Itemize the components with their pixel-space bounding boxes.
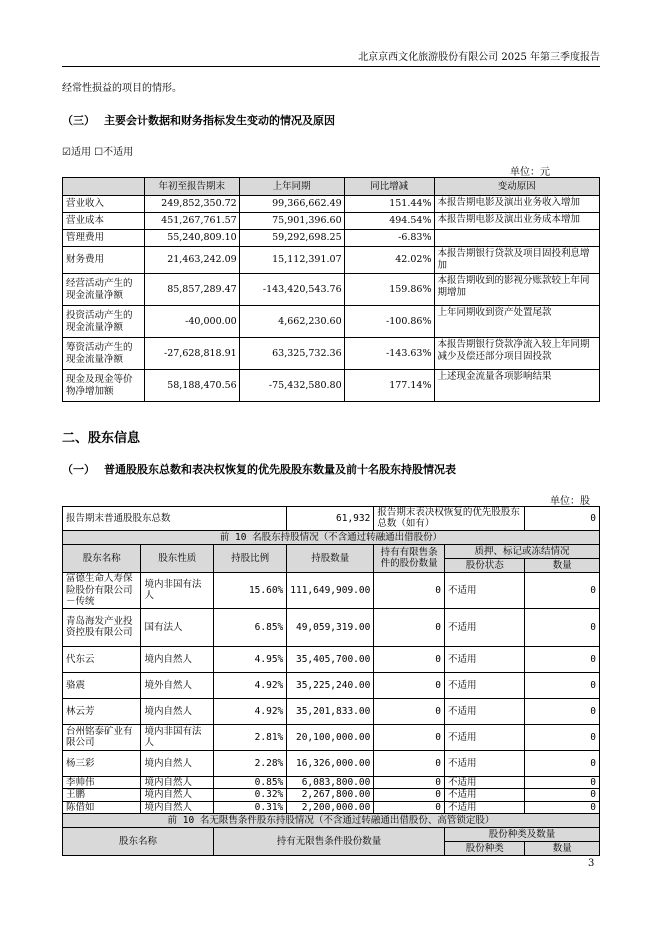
header-cell [63,178,145,196]
table-row [63,572,600,608]
subsection-heading [62,461,456,477]
section-number: （三） [62,114,95,127]
shareholder-status: 不适用 [445,608,525,646]
reason-cell: 本报告期电影及演出业务收入增加 [434,196,600,213]
table-row [63,750,600,776]
shareholder-nature: 境内自然人 [141,646,214,672]
subsection-number: （一） [62,463,95,476]
shareholder-ratio: 4.95% [214,646,287,672]
shareholder-pledge-qty: 0 [525,789,600,801]
shareholder-nature: 境外自然人 [141,672,214,698]
prior-cell: 4,662,230.60 [239,306,344,338]
item-cell: 筹资活动产生的现金流量净额 [63,338,145,370]
table2-unit: 单位：股 [550,496,590,507]
financial-change-table [62,177,600,402]
shareholder-nature: 境内自然人 [141,776,214,788]
header-name: 股东名称 [63,544,141,572]
reason-cell: 上述现金流量各项影响结果 [434,370,600,402]
item-cell: 营业成本 [63,213,145,230]
shareholder-name: 林云芳 [63,698,141,724]
shareholder-quantity: 35,405,700.00 [287,646,374,672]
header-quantity: 持股数量 [287,544,374,572]
shareholder-name: 杨三彩 [63,750,141,776]
table-row [63,608,600,646]
shareholder-name: 李帅伟 [63,776,141,788]
header-cell: 变动原因 [434,178,600,196]
shareholder-nature: 境内自然人 [141,750,214,776]
item-cell: 管理费用 [63,230,145,247]
shareholder-ratio: 6.85% [214,608,287,646]
shareholder-pledge-qty: 0 [525,646,600,672]
page-number: 3 [588,858,595,869]
table-row [63,698,600,724]
shareholder-status: 不适用 [445,646,525,672]
shareholder-quantity: 20,100,000.00 [287,724,374,750]
shareholder-status: 不适用 [445,789,525,801]
item-cell: 现金及现金等价物净增加额 [63,370,145,402]
shareholder-status: 不适用 [445,724,525,750]
current-cell: -27,628,818.91 [144,338,239,370]
unrestricted-header-type-group: 股份种类及数量 [445,827,600,841]
table-row [63,789,600,801]
page-header: 北京京西文化旅游股份有限公司 2025 年第三季度报告 [62,48,600,67]
prior-cell: 75,901,396.60 [239,213,344,230]
change-cell: -143.63% [344,338,434,370]
shareholder-section-heading: 二、股东信息 [62,431,141,446]
shareholder-name: 富德生命人寿保险股份有限公司－传统 [63,572,141,608]
unrestricted-header-name: 股东名称 [63,827,214,855]
header-cell: 年初至报告期末 [144,178,239,196]
table-row [63,370,600,402]
shareholder-restricted: 0 [374,646,445,672]
shareholder-quantity: 2,267,800.00 [287,789,374,801]
applicability-checkbox: ☑适用 ☐不适用 [62,147,134,158]
shareholder-ratio: 4.92% [214,672,287,698]
shareholder-nature: 境内自然人 [141,789,214,801]
table-row [63,274,600,306]
shareholder-restricted: 0 [374,801,445,813]
reason-cell: 本报告期电影及演出业务成本增加 [434,213,600,230]
shareholder-quantity: 49,059,319.00 [287,608,374,646]
section-title: 主要会计数据和财务指标发生变动的情况及原因 [104,114,335,127]
header-cell: 同比增减 [344,178,434,196]
shareholder-status: 不适用 [445,672,525,698]
shareholder-quantity: 16,326,000.00 [287,750,374,776]
shareholder-nature: 境内非国有法人 [141,572,214,608]
lead-text: 经常性损益的项目的情形。 [62,83,182,94]
totals-row [63,507,600,531]
shareholder-restricted: 0 [374,750,445,776]
table-row [63,801,600,813]
current-cell: 55,240,809.10 [144,230,239,247]
shareholder-quantity: 111,649,909.00 [287,572,374,608]
shareholder-name: 王鹏 [63,789,141,801]
unrestricted-header-type-qty: 数量 [525,841,600,855]
shareholder-ratio: 0.85% [214,776,287,788]
pref-value: 0 [525,507,600,531]
current-cell: 85,857,289.47 [144,274,239,306]
top10-title: 前 10 名股东持股情况（不含通过转融通出借股份） [63,530,600,544]
shareholder-pledge-qty: 0 [525,672,600,698]
section-heading-3 [62,112,335,128]
shareholder-restricted: 0 [374,776,445,788]
shareholder-ratio: 2.81% [214,724,287,750]
table-row [63,247,600,274]
top10-title-row [63,530,600,544]
current-cell: 21,463,242.09 [144,247,239,274]
prior-cell: 15,112,391.07 [239,247,344,274]
table-row [63,646,600,672]
shareholder-nature: 国有法人 [141,608,214,646]
shareholder-pledge-qty: 0 [525,801,600,813]
shareholder-restricted: 0 [374,608,445,646]
shareholder-name: 青岛海发产业投资控股有限公司 [63,608,141,646]
table-row [63,776,600,788]
shareholder-pledge-qty: 0 [525,698,600,724]
item-cell: 投资活动产生的现金流量净额 [63,306,145,338]
shareholder-ratio: 0.31% [214,801,287,813]
shareholder-pledge-qty: 0 [525,724,600,750]
table-row [63,724,600,750]
shareholder-nature: 境内自然人 [141,698,214,724]
table-header-row [63,544,600,558]
unrestricted-header-qty: 持有无限售条件股份数量 [214,827,445,855]
table-row [63,338,600,370]
shareholder-ratio: 2.28% [214,750,287,776]
shareholder-nature: 境内非国有法人 [141,724,214,750]
change-cell: 177.14% [344,370,434,402]
header-pledge-qty: 数量 [525,558,600,572]
unrestricted-title-row [63,813,600,827]
shareholder-name: 台州铭泰矿业有限公司 [63,724,141,750]
shareholder-quantity: 35,225,240.00 [287,672,374,698]
change-cell: -6.83% [344,230,434,247]
shareholder-status: 不适用 [445,801,525,813]
shareholder-quantity: 2,200,000.00 [287,801,374,813]
change-cell: 42.02% [344,247,434,274]
shareholder-status: 不适用 [445,572,525,608]
header-status: 股份状态 [445,558,525,572]
table-row [63,213,600,230]
reason-cell: 本报告期收到的影视分账款较上年同期增加 [434,274,600,306]
reason-cell: 上年同期收到资产处置尾款 [434,306,600,338]
table-row [63,196,600,213]
reason-cell: 本报告期银行贷款净流入较上年同期减少及偿还部分项目固投款 [434,338,600,370]
shareholder-pledge-qty: 0 [525,572,600,608]
current-cell: 249,852,350.72 [144,196,239,213]
change-cell: -100.86% [344,306,434,338]
pref-label: 报告期末表决权恢复的优先股股东总数（如有） [374,507,525,531]
table-row [63,306,600,338]
prior-cell: 99,366,662.49 [239,196,344,213]
shareholder-table [62,506,600,856]
shareholder-pledge-qty: 0 [525,776,600,788]
total-value: 61,932 [287,507,374,531]
shareholder-restricted: 0 [374,572,445,608]
item-cell: 营业收入 [63,196,145,213]
shareholder-name: 骆震 [63,672,141,698]
header-nature: 股东性质 [141,544,214,572]
shareholder-quantity: 35,201,833.00 [287,698,374,724]
shareholder-ratio: 0.32% [214,789,287,801]
item-cell: 经营活动产生的现金流量净额 [63,274,145,306]
header-restricted: 持有有限售条件的股份数量 [374,544,445,572]
reason-cell: 本报告期银行贷款及项目固投利息增加 [434,247,600,274]
current-cell: 58,188,470.56 [144,370,239,402]
unrestricted-header-row [63,827,600,841]
total-label: 报告期末普通股股东总数 [63,507,287,531]
prior-cell: -75,432,580.80 [239,370,344,402]
table1-unit: 单位：元 [510,167,550,178]
shareholder-status: 不适用 [445,750,525,776]
change-cell: 151.44% [344,196,434,213]
header-pledge: 质押、标记或冻结情况 [445,544,600,558]
unrestricted-header-type: 股份种类 [445,841,525,855]
shareholder-name: 陈借如 [63,801,141,813]
shareholder-status: 不适用 [445,698,525,724]
shareholder-restricted: 0 [374,672,445,698]
shareholder-ratio: 15.60% [214,572,287,608]
shareholder-ratio: 4.92% [214,698,287,724]
header-cell: 上年同期 [239,178,344,196]
prior-cell: -143,420,543.76 [239,274,344,306]
reason-cell [434,230,600,247]
current-cell: 451,267,761.57 [144,213,239,230]
change-cell: 159.86% [344,274,434,306]
shareholder-pledge-qty: 0 [525,750,600,776]
table-row [63,672,600,698]
prior-cell: 63,325,732.36 [239,338,344,370]
table-row [63,230,600,247]
shareholder-pledge-qty: 0 [525,608,600,646]
table-header-row [63,178,600,196]
unrestricted-title: 前 10 名无限售条件股东持股情况（不含通过转融通出借股份、高管锁定股） [63,813,600,827]
shareholder-status: 不适用 [445,776,525,788]
item-cell: 财务费用 [63,247,145,274]
shareholder-restricted: 0 [374,698,445,724]
shareholder-quantity: 6,083,800.00 [287,776,374,788]
prior-cell: 59,292,698.25 [239,230,344,247]
shareholder-restricted: 0 [374,789,445,801]
shareholder-nature: 境内自然人 [141,801,214,813]
change-cell: 494.54% [344,213,434,230]
header-ratio: 持股比例 [214,544,287,572]
current-cell: -40,000.00 [144,306,239,338]
shareholder-restricted: 0 [374,724,445,750]
subsection-title: 普通股股东总数和表决权恢复的优先股股东数量及前十名股东持股情况表 [104,463,456,476]
shareholder-name: 代东云 [63,646,141,672]
